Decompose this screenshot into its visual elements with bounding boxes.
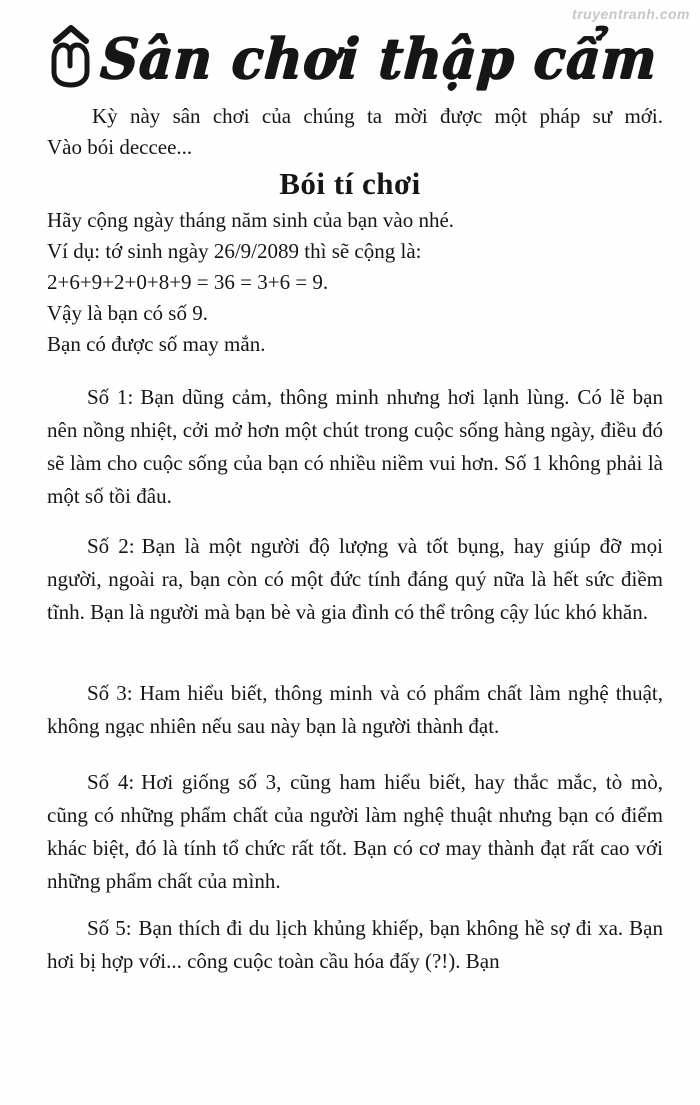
instruction-line: Hãy cộng ngày tháng năm sinh của bạn vào nhé. (47, 208, 455, 232)
result-text: Ham hiểu biết, thông minh và có phẩm chất làm nghệ thuật, không ngạc nhiên nếu sau này bạn là người thành đạt. (47, 681, 663, 738)
intro-line: Kỳ này sân chơi của chúng ta mời được một pháp sư mới. (92, 104, 663, 128)
doodle-mark-icon (44, 24, 96, 88)
result-text: Hơi giống số 3, cũng ham hiểu biết, hay thắc mắc, tò mò, cũng có những phẩm chất của người làm nghệ thuật nhưng bạn có điểm khác biệt, đó là tính tổ chức rất tốt. Bạn có cơ may thành đạt rất cao với những phẩm chất của mình. (47, 770, 663, 893)
instruction-line: Ví dụ: tớ sinh ngày 26/9/2089 thì sẽ cộng là: (47, 239, 422, 263)
result-text: Bạn thích đi du lịch khủng khiếp, bạn không hề sợ đi xa. Bạn hơi bị hợp với... công cuộc toàn cầu hóa đấy (?!). Bạn (47, 916, 664, 973)
intro-paragraph (47, 101, 663, 163)
fortune-result-4 (47, 766, 663, 898)
page-title-row (44, 24, 659, 93)
result-label: Số 1: (87, 385, 134, 409)
fortune-result-3 (47, 677, 663, 743)
fortune-result-2 (47, 530, 663, 629)
result-label: Số 5: (87, 916, 132, 940)
result-label: Số 2: (87, 534, 135, 558)
instruction-list (47, 205, 663, 360)
result-text: Bạn là một người độ lượng và tốt bụng, hay giúp đỡ mọi người, ngoài ra, bạn còn có một đức tính đáng quý nữa là hết sức điềm tĩnh. Bạn là người mà bạn bè và gia đình có thể trông cậy lúc khó khăn. (47, 534, 663, 624)
result-text: Bạn dũng cảm, thông minh nhưng hơi lạnh lùng. Có lẽ bạn nên nồng nhiệt, cởi mở hơn một chút trong cuộc sống hàng ngày, điều đó sẽ làm cho cuộc sống của bạn có nhiều niềm vui hơn. Số 1 không phải là một số tồi đâu. (47, 385, 663, 508)
instruction-line: 2+6+9+2+0+8+9 = 36 = 3+6 = 9. (47, 270, 329, 294)
instruction-line: Vậy là bạn có số 9. (47, 301, 208, 325)
result-label: Số 4: (87, 770, 135, 794)
page-title: Sân chơi thập cẩm (97, 26, 659, 93)
intro-line: Vào bói deccee... (47, 135, 193, 159)
section-heading: Bói tí chơi (279, 166, 421, 201)
site-watermark: truyentranh.com (572, 6, 690, 22)
fortune-result-1 (47, 381, 663, 513)
instruction-line: Bạn có được số may mắn. (47, 332, 266, 356)
fortune-result-5 (47, 912, 663, 978)
result-label: Số 3: (87, 681, 133, 705)
